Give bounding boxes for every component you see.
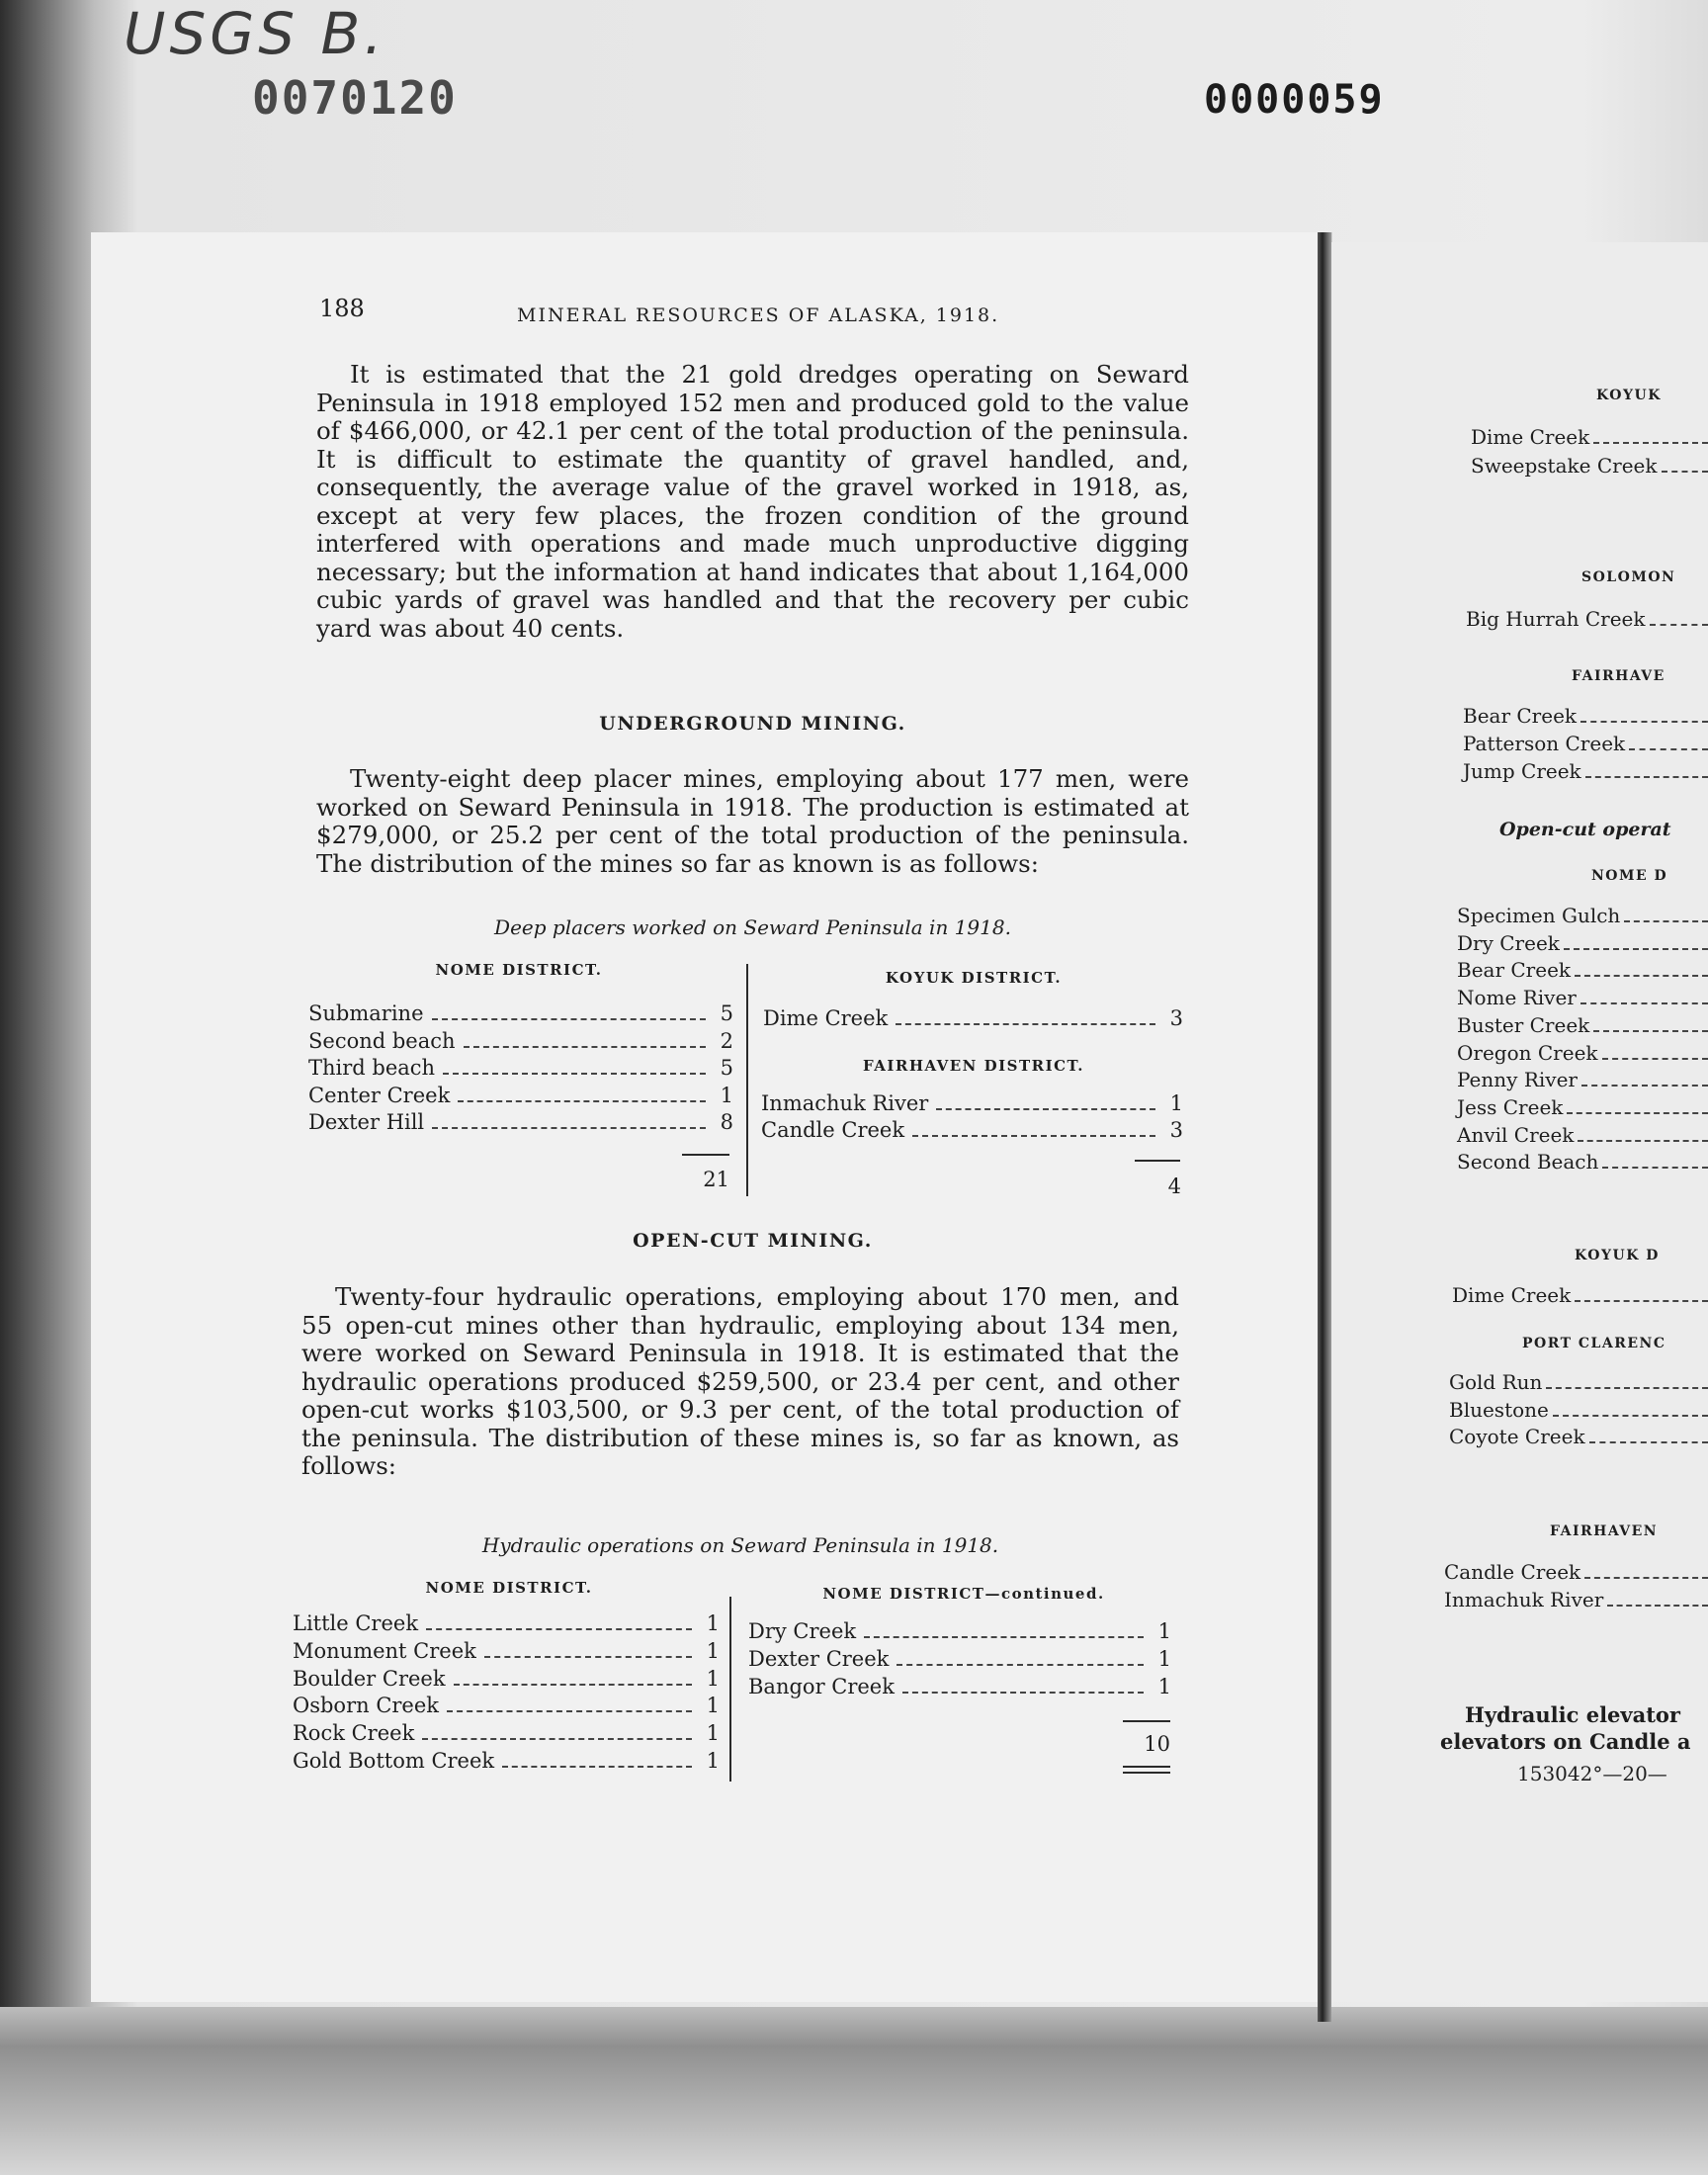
row-count: 3 — [1169, 1118, 1183, 1142]
col-head-fairhaven: FAIRHAVEN DISTRICT. — [862, 1057, 1084, 1075]
paragraph-underground-text: Twenty-eight deep placer mines, employing about 177 men, were worked on Seward Peninsula in 1918. The production is estimated at $279,000, or 25.2 per cent of the total production of the peninsula. The distribution of the mines so far as known is as follows: — [316, 764, 1189, 878]
row-name: Submarine — [308, 1001, 424, 1025]
dot-leader — [1580, 1002, 1708, 1004]
page-number: 188 — [319, 295, 365, 322]
list-item-label: Candle Creek — [1444, 1560, 1581, 1584]
dot-leader — [1578, 1140, 1708, 1142]
row-count: 8 — [720, 1110, 733, 1134]
table-divider — [746, 964, 748, 1196]
paragraph-opencut — [301, 1283, 1179, 1481]
list-item — [1457, 931, 1708, 956]
list-item-label: Bluestone — [1449, 1397, 1549, 1422]
list-item-label: Anvil Creek — [1457, 1122, 1575, 1147]
table-row — [308, 1109, 733, 1135]
total-hydraulic: 10 — [1144, 1732, 1170, 1756]
dot-leader — [1581, 1085, 1708, 1087]
list-item — [1457, 904, 1708, 928]
total-koyuk-fairhaven: 4 — [1167, 1174, 1181, 1198]
table-caption-hydraulic: Hydraulic operations on Seward Peninsula in 1918. — [481, 1533, 999, 1557]
row-name: Second beach — [308, 1028, 456, 1053]
row-count: 1 — [720, 1083, 733, 1107]
row-count: 1 — [1157, 1646, 1171, 1671]
rp-head-koyuk-2: KOYUK D — [1575, 1248, 1660, 1263]
list-item-label: Specimen Gulch — [1457, 904, 1621, 927]
dot-leader — [1602, 1058, 1708, 1060]
dot-leader — [1624, 920, 1708, 922]
list-item-label: Dime Creek — [1471, 425, 1590, 449]
running-title: MINERAL RESOURCES OF ALASKA, 1918. — [517, 304, 1000, 326]
total-rule-right — [1135, 1160, 1180, 1162]
dot-leader — [1602, 1167, 1708, 1169]
table-row — [748, 1674, 1171, 1699]
row-count: 1 — [706, 1611, 720, 1635]
col-head-hyd-nome: NOME DISTRICT. — [425, 1579, 593, 1597]
dot-leader — [502, 1766, 692, 1768]
dot-leader — [464, 1046, 706, 1048]
rp-caption-opencut: Open-cut operat — [1499, 819, 1671, 840]
paragraph-opencut-text: Twenty-four hydraulic operations, employing about 170 men, and 55 open-cut mines other than hydraulic, employing about 134 men, were worked on Seward Peninsula in 1918. It is estimated that the hydraulic operations produced $259,500, or 23.4 per cent, and other open-cut works $103,500, or 9.3 per cent, of the total production of the peninsula. The distribution of these mines is, so far as known, as follows: — [301, 1282, 1179, 1480]
row-name: Gold Bottom Creek — [293, 1749, 495, 1773]
list-item-label: Bear Creek — [1463, 704, 1578, 728]
row-count: 1 — [706, 1638, 720, 1663]
rp-note-line-1: Hydraulic elevator — [1465, 1702, 1680, 1727]
table-row — [748, 1618, 1171, 1644]
table-row — [308, 1000, 733, 1026]
double-rule-1 — [1123, 1766, 1170, 1768]
dot-leader — [422, 1738, 692, 1740]
row-name: Third beach — [308, 1056, 436, 1080]
row-name: Inmachuk River — [761, 1091, 929, 1115]
row-name: Monument Creek — [293, 1638, 476, 1663]
row-count: 5 — [720, 1001, 733, 1025]
stamp-number-right: 0000059 — [1204, 77, 1385, 123]
list-item — [1444, 1588, 1708, 1612]
col-head-koyuk: KOYUK DISTRICT. — [885, 969, 1063, 987]
paragraph-dredges-text: It is estimated that the 21 gold dredges operating on Seward Peninsula in 1918 employed 152 men and produced gold to the value of $466,000, or 42.1 per cent of the total production of the peninsula. It is difficult to estimate the quantity of gravel handled, and, consequently, the average value of the gravel worked in 1918, as, except at very few places, the frozen condition of the ground interfered with operations and made much unproductive digging necessary; but the information at hand indicates that about 1,164,000 cubic yards of gravel was handled and that the recovery per cubic yard was about 40 cents. — [316, 360, 1189, 643]
list-item-label: Bear Creek — [1457, 958, 1572, 983]
list-item — [1457, 958, 1708, 983]
row-count: 1 — [1157, 1619, 1171, 1643]
dot-leader — [1564, 948, 1708, 950]
list-item-label: Big Hurrah Creek — [1466, 607, 1646, 631]
paragraph-underground — [316, 765, 1189, 878]
table-row — [293, 1720, 720, 1746]
rp-head-solomon: SOLOMON — [1581, 569, 1676, 585]
list-item — [1463, 759, 1708, 784]
row-count: 1 — [706, 1721, 720, 1746]
table-row — [293, 1666, 720, 1692]
row-name: Dexter Hill — [308, 1110, 425, 1134]
list-item — [1449, 1370, 1708, 1395]
dot-leader — [1575, 1300, 1708, 1302]
dot-leader — [902, 1692, 1144, 1694]
row-name: Boulder Creek — [293, 1666, 446, 1691]
list-item-label: Jump Creek — [1463, 759, 1581, 783]
list-item — [1457, 1068, 1708, 1092]
book-spine — [1318, 232, 1331, 2022]
dot-leader — [1589, 1441, 1708, 1443]
list-item — [1457, 1095, 1708, 1120]
dot-leader — [864, 1636, 1144, 1638]
row-name: Osborn Creek — [293, 1694, 440, 1718]
dot-leader — [912, 1135, 1155, 1137]
table-row — [763, 1005, 1183, 1031]
running-head — [319, 295, 1209, 326]
rp-head-port-clarence: PORT CLARENC — [1522, 1336, 1666, 1351]
list-item-label: Jess Creek — [1457, 1094, 1564, 1119]
rp-head-nome: NOME D — [1591, 868, 1668, 884]
list-item-label: Nome River — [1457, 986, 1577, 1010]
list-item — [1457, 1123, 1708, 1148]
dot-leader — [1575, 975, 1708, 977]
row-count: 1 — [1169, 1091, 1183, 1115]
total-rule-left — [682, 1154, 729, 1156]
list-item — [1457, 1150, 1708, 1174]
row-name: Little Creek — [293, 1611, 419, 1635]
row-name: Candle Creek — [761, 1118, 905, 1142]
rp-print-code: 153042°—20— — [1517, 1762, 1667, 1785]
total-rule-hydraulic — [1123, 1720, 1170, 1722]
table-row — [761, 1117, 1183, 1143]
list-item-label: Dime Creek — [1452, 1283, 1572, 1307]
dot-leader — [1553, 1415, 1708, 1417]
row-name: Dexter Creek — [748, 1646, 890, 1671]
dot-leader — [432, 1018, 707, 1020]
col-head-hyd-cont: NOME DISTRICT—continued. — [822, 1585, 1105, 1603]
dot-leader — [1607, 1605, 1708, 1607]
heading-underground: UNDERGROUND MINING. — [599, 713, 906, 735]
list-item — [1449, 1398, 1708, 1423]
list-item-label: Gold Run — [1449, 1370, 1543, 1394]
list-item — [1444, 1560, 1708, 1585]
dot-leader — [447, 1710, 692, 1712]
col-head-nome: NOME DISTRICT. — [435, 961, 603, 979]
row-count: 1 — [706, 1666, 720, 1691]
list-item — [1457, 1041, 1708, 1066]
table-row — [308, 1055, 733, 1081]
list-item — [1452, 1283, 1708, 1308]
list-item — [1463, 732, 1708, 756]
row-name: Dime Creek — [763, 1006, 889, 1030]
dot-leader — [1662, 471, 1708, 473]
row-name: Bangor Creek — [748, 1674, 895, 1698]
dot-leader — [1593, 442, 1708, 444]
list-item-label: Penny River — [1457, 1068, 1578, 1092]
stamp-number-left: 0070120 — [252, 71, 458, 125]
scan-shadow-band — [0, 2007, 1708, 2175]
dot-leader — [1650, 624, 1708, 626]
table-row — [293, 1610, 720, 1636]
row-count: 1 — [706, 1694, 720, 1718]
rp-note-line-2: elevators on Candle a — [1440, 1729, 1691, 1754]
table-row — [293, 1638, 720, 1664]
row-count: 1 — [706, 1749, 720, 1773]
double-rule-2 — [1123, 1772, 1170, 1774]
list-item — [1471, 425, 1708, 450]
dot-leader — [1584, 1577, 1708, 1579]
list-item-label: Sweepstake Creek — [1471, 454, 1658, 478]
list-item-label: Second Beach — [1457, 1150, 1599, 1174]
row-count: 5 — [720, 1056, 733, 1080]
list-item — [1449, 1425, 1708, 1449]
list-item — [1457, 1013, 1708, 1038]
table-caption-deep-placers: Deep placers worked on Seward Peninsula in 1918. — [494, 915, 1011, 939]
row-name: Center Creek — [308, 1083, 451, 1107]
total-nome: 21 — [703, 1168, 729, 1191]
list-item-label: Oregon Creek — [1457, 1040, 1598, 1065]
dot-leader — [1629, 748, 1708, 750]
list-item — [1457, 986, 1708, 1010]
row-name: Rock Creek — [293, 1721, 415, 1746]
dot-leader — [1585, 776, 1708, 778]
table-row — [748, 1646, 1171, 1672]
dot-leader — [484, 1656, 692, 1658]
list-item — [1466, 607, 1708, 632]
row-count: 3 — [1169, 1006, 1183, 1030]
handwritten-label: USGS B. — [124, 0, 386, 67]
list-item-label: Coyote Creek — [1449, 1425, 1585, 1448]
paragraph-dredges — [316, 361, 1189, 643]
list-item — [1463, 704, 1708, 729]
table-row — [293, 1748, 720, 1774]
list-item-label: Dry Creek — [1457, 930, 1560, 955]
table-row — [761, 1090, 1183, 1116]
dot-leader — [936, 1108, 1155, 1110]
dot-leader — [1567, 1112, 1708, 1114]
rp-head-fairhaven-1: FAIRHAVE — [1572, 668, 1665, 684]
table-row — [308, 1028, 733, 1054]
dot-leader — [454, 1684, 692, 1686]
table-row — [308, 1083, 733, 1108]
table-divider-hydraulic — [729, 1597, 731, 1782]
dot-leader — [1546, 1387, 1708, 1389]
row-count: 1 — [1157, 1674, 1171, 1698]
list-item-label: Buster Creek — [1457, 1012, 1590, 1037]
list-item — [1471, 454, 1708, 478]
row-count: 2 — [720, 1028, 733, 1053]
dot-leader — [1593, 1030, 1708, 1032]
table-row — [293, 1693, 720, 1718]
rp-head-koyuk-1: KOYUK — [1596, 388, 1662, 403]
list-item-label: Inmachuk River — [1444, 1587, 1604, 1611]
heading-opencut: OPEN-CUT MINING. — [633, 1230, 873, 1252]
row-name: Dry Creek — [748, 1619, 857, 1643]
dot-leader — [443, 1073, 706, 1075]
dot-leader — [896, 1023, 1155, 1025]
list-item-label: Patterson Creek — [1463, 732, 1626, 755]
dot-leader — [458, 1100, 706, 1102]
dot-leader — [1580, 721, 1708, 723]
dot-leader — [432, 1127, 706, 1129]
rp-head-fairhaven-2: FAIRHAVEN — [1550, 1523, 1659, 1539]
dot-leader — [426, 1628, 692, 1630]
dot-leader — [897, 1664, 1144, 1666]
